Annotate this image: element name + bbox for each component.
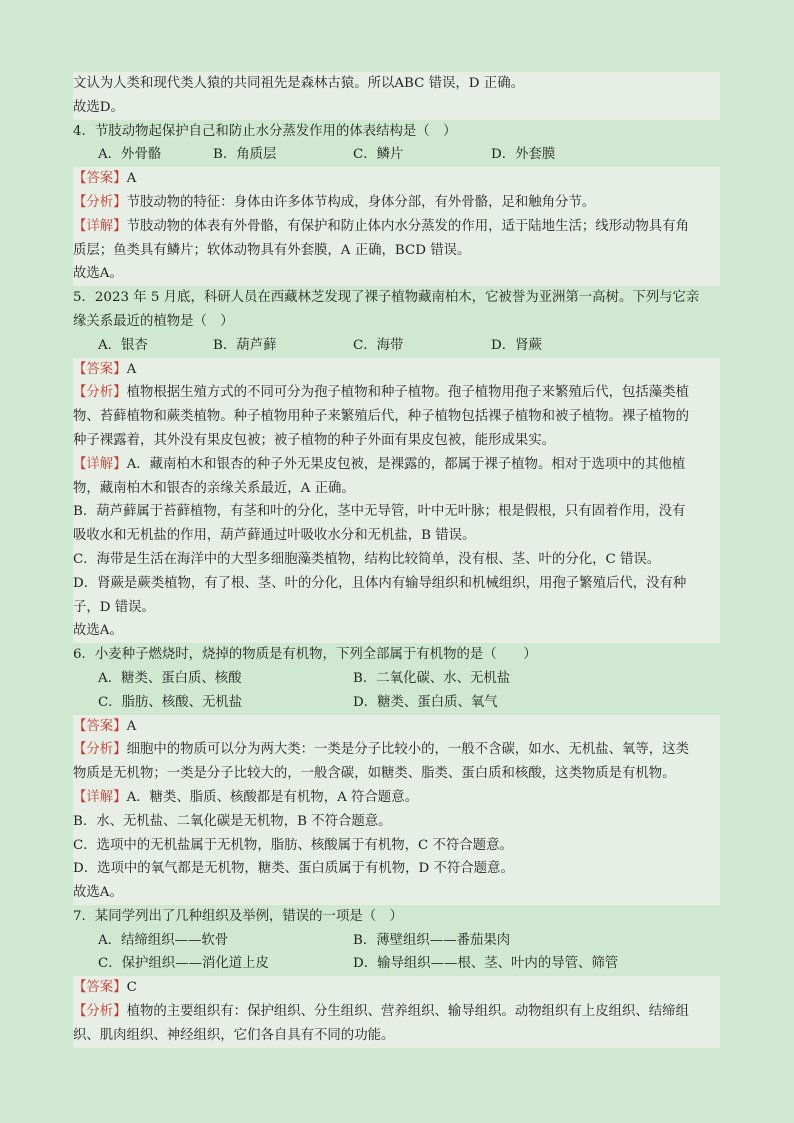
option-item: B．角质层 — [213, 147, 277, 163]
answer-line — [73, 976, 720, 1000]
answer-text: A．糖类、脂质、核酸都是有机物，A 符合题意。 — [126, 789, 418, 805]
question-line: 6．小麦种子燃烧时，烧掉的物质是有机物，下列全部属于有机物的是（ ） — [73, 647, 537, 663]
answer-tag: 【答案】 — [73, 171, 127, 187]
answer-line — [73, 1000, 720, 1024]
answer-tag: 【详解】 — [73, 456, 127, 472]
explanation-line: B．水、无机盐、二氧化碳是无机物，B 不符合题意。 — [73, 810, 720, 834]
option-item: A．糖类、蛋白质、核酸 — [98, 670, 242, 686]
answer-tag: 【详解】 — [73, 218, 127, 234]
answer-line — [73, 381, 720, 405]
answer-tag: 【分析】 — [73, 1004, 127, 1020]
answer-line — [73, 786, 720, 810]
options-row — [73, 334, 720, 358]
answer-line — [73, 167, 720, 191]
answer-text: A — [126, 718, 137, 734]
answer-tag: 【答案】 — [73, 718, 127, 734]
option-item: A．银杏 — [98, 337, 148, 353]
answer-text: 节肢动物的特征：身体由许多体节构成，身体分部，有外骨骼，足和触角分节。 — [126, 194, 596, 210]
document-page — [73, 72, 720, 1048]
question-line: 7．某同学列出了几种组织及举例，错误的一项是（ ） — [73, 908, 403, 924]
explanation-line: D．肾蕨是蕨类植物，有了根、茎、叶的分化，且体内有输导组织和机械组织，用孢子繁殖后代，没有种 — [73, 572, 720, 596]
explanation-line: 故选A。 — [73, 881, 720, 905]
option-item: C．海带 — [353, 337, 404, 353]
option-item: A．结缔组织——软骨 — [98, 932, 229, 948]
answer-text: 细胞中的物质可以分为两大类：一类是分子比较小的，一般不含碳，如水、无机盐、氧等，这类 — [126, 742, 689, 758]
explanation-line: B．葫芦藓属于苔藓植物，有茎和叶的分化，茎中无导管，叶中无叶脉；根是假根，只有固着作用，没有 — [73, 500, 720, 524]
answer-tag: 【分析】 — [73, 385, 127, 401]
option-item: B．葫芦藓 — [213, 337, 277, 353]
answer-line — [73, 738, 720, 762]
answer-text: A — [126, 361, 137, 377]
answer-tag: 【答案】 — [73, 980, 127, 996]
option-item: C．鳞片 — [353, 147, 404, 163]
options-row — [73, 667, 720, 691]
option-item: D．外套膜 — [491, 147, 556, 163]
question-line: 缘关系最近的植物是（ ） — [73, 313, 234, 329]
answer-tag: 【答案】 — [73, 361, 127, 377]
option-item: C．保护组织——消化道上皮 — [98, 956, 269, 972]
answer-text: C — [126, 980, 137, 996]
answer-tag: 【详解】 — [73, 789, 127, 805]
options-row — [73, 929, 720, 953]
answer-line — [73, 715, 720, 739]
question-line: 4．节肢动物起保护自己和防止水分蒸发作用的体表结构是（ ） — [73, 123, 457, 139]
answer-line — [73, 453, 720, 477]
explanation-line: C．选项中的无机盐属于无机物，脂肪、核酸属于有机物，C 不符合题意。 — [73, 834, 720, 858]
options-row — [73, 952, 720, 976]
option-item: C．脂肪、核酸、无机盐 — [98, 694, 243, 710]
explanation-line: 子，D 错误。 — [73, 596, 720, 620]
answer-line — [73, 358, 720, 382]
explanation-line: 故选A。 — [73, 619, 720, 643]
explanation-line: 物、苔藓植物和蕨类植物。种子植物用种子来繁殖后代，种子植物包括裸子植物和被子植物。裸子植物的 — [73, 405, 720, 429]
answer-tag: 【分析】 — [73, 742, 127, 758]
option-item: B．二氧化碳、水、无机盐 — [353, 670, 511, 686]
options-row — [73, 143, 720, 167]
explanation-line: 吸收水和无机盐的作用，葫芦藓通过叶吸收水分和无机盐，B 错误。 — [73, 524, 720, 548]
answer-text: A — [126, 171, 137, 187]
option-item: D．糖类、蛋白质、氧气 — [353, 694, 498, 710]
option-item: D．输导组织——根、茎、叶内的导管、筛管 — [353, 956, 619, 972]
explanation-line: C．海带是生活在海洋中的大型多细胞藻类植物，结构比较简单，没有根、茎、叶的分化，C 错误。 — [73, 548, 720, 572]
explanation-line: 故选D。 — [73, 96, 720, 120]
answer-tag: 【分析】 — [73, 194, 127, 210]
answer-text: 植物的主要组织有：保护组织、分生组织、营养组织、输导组织。动物组织有上皮组织、结缔组 — [126, 1004, 689, 1020]
explanation-line: 物，藏南柏木和银杏的亲缘关系最近，A 正确。 — [73, 477, 720, 501]
explanation-line: 织、肌肉组织、神经组织，它们各自具有不同的功能。 — [73, 1024, 720, 1048]
option-item: D．肾蕨 — [491, 337, 542, 353]
explanation-line: 质层；鱼类具有鳞片；软体动物具有外套膜，A 正确，BCD 错误。 — [73, 239, 720, 263]
answer-text: 植物根据生殖方式的不同可分为孢子植物和种子植物。孢子植物用孢子来繁殖后代，包括藻类植 — [126, 385, 689, 401]
option-item: A．外骨骼 — [98, 147, 162, 163]
answer-text: A．藏南柏木和银杏的种子外无果皮包被，是裸露的，都属于裸子植物。相对于选项中的其他植 — [126, 456, 686, 472]
options-row — [73, 691, 720, 715]
explanation-line: D．选项中的氧气都是无机物，糖类、蛋白质属于有机物，D 不符合题意。 — [73, 857, 720, 881]
explanation-line: 物质是无机物；一类是分子比较大的，一般含碳，如糖类、脂类、蛋白质和核酸，这类物质是有机物。 — [73, 762, 720, 786]
answer-line — [73, 191, 720, 215]
question-line: 5．2023 年 5 月底，科研人员在西藏林芝发现了裸子植物藏南柏木，它被誉为亚洲第一高树。下列与它亲 — [73, 290, 700, 306]
option-item: B．薄壁组织——番茄果肉 — [353, 932, 511, 948]
explanation-line: 故选A。 — [73, 262, 720, 286]
answer-line — [73, 215, 720, 239]
explanation-line: 文认为人类和现代类人猿的共同祖先是森林古猿。所以ABC 错误，D 正确。 — [73, 72, 720, 96]
explanation-line: 种子裸露着，其外没有果皮包被；被子植物的种子外面有果皮包被，能形成果实。 — [73, 429, 720, 453]
answer-text: 节肢动物的体表有外骨骼，有保护和防止体内水分蒸发的作用，适于陆地生活；线形动物具有角 — [126, 218, 689, 234]
